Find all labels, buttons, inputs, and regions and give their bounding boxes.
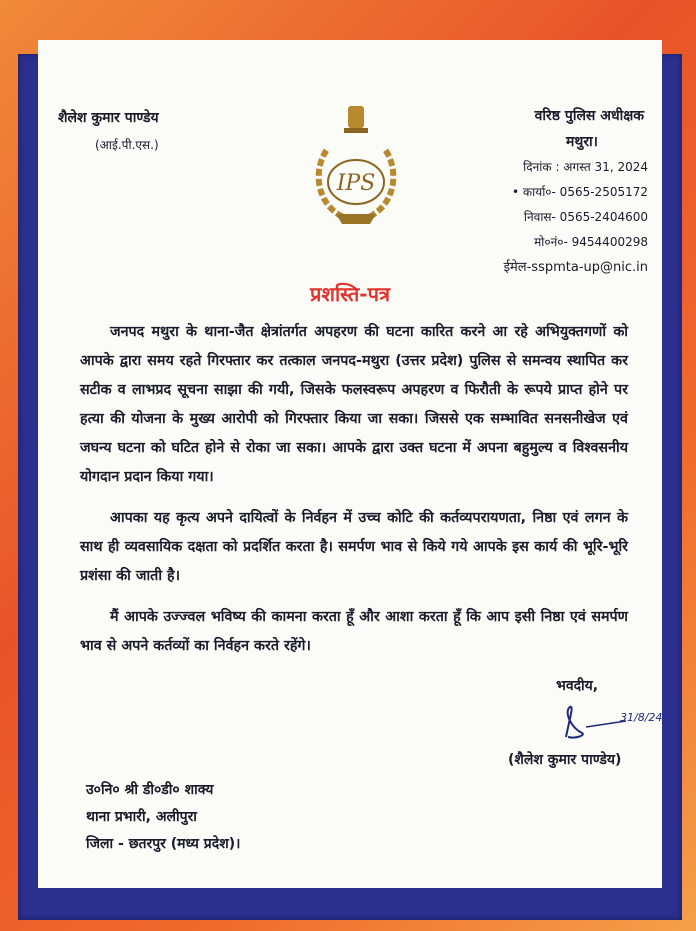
signatory-name: (शैलेश कुमार पाण्डेय) bbox=[508, 752, 622, 768]
certificate-title: प्रशस्ति-पत्र bbox=[309, 282, 391, 306]
residence-phone: निवास- 0565-2404600 bbox=[523, 210, 648, 224]
office-district: मथुरा। bbox=[566, 134, 598, 150]
recipient-block bbox=[86, 777, 662, 858]
signature-date: 31/8/24 bbox=[620, 711, 663, 724]
office-phone: • कार्या०- 0565-2505172 bbox=[512, 185, 648, 199]
letter-date: दिनांक : अगस्त 31, 2024 bbox=[523, 160, 648, 174]
svg-text:IPS: IPS bbox=[336, 171, 376, 196]
mobile-number: मो०नं०- 9454400298 bbox=[534, 235, 648, 249]
sender-name: शैलेश कुमार पाण्डेय bbox=[58, 110, 159, 126]
letter-body bbox=[38, 40, 662, 858]
body-paragraph-3: मैं आपके उज्ज्वल भविष्य की कामना करता हूँ और आशा करता हूँ कि आप इसी निष्ठा एवं समर्पण भाव से अपने कर्तव्यों का निर्वहन करते रहेंगे। bbox=[80, 609, 628, 654]
recipient-name: उ०नि० श्री डी०डी० शाक्य bbox=[86, 782, 214, 798]
body-paragraph-1: जनपद मथुरा के थाना-जैत क्षेत्रांतर्गत अपहरण की घटना कारित करने आ रहे अभियुक्तगणों को आपके द्वारा समय रहते गिरफ्तार कर तत्काल जनपद-मथुरा (उत्तर प्रदेश) पुलिस से समन्वय स्थापित कर सटीक व लाभप्रद सूचना साझा की गयी, जिसके फलस्वरूप अपहरण व फिरौती के रूपये प्राप्त होने पर हत्या की योजना के मुख्य आरोपी को गिरफ्तार किया जा सका। जिससे एक सम्भावित सनसनीखेज एवं जघन्य घटना को घटित होने से रोका जा सका। आपके द्वारा उक्त घटना में अपना बहुमुल्य व विश्वसनीय योगदान प्रदान किया गया। bbox=[80, 324, 628, 485]
certificate-paper bbox=[38, 40, 662, 888]
office-designation: वरिष्ठ पुलिस अधीक्षक bbox=[534, 108, 644, 124]
sender-service: (आई.पी.एस.) bbox=[95, 138, 159, 152]
email-address: ईमेल-sspmta-up@nic.in bbox=[503, 260, 648, 275]
closing-salutation: भवदीय, bbox=[556, 678, 599, 694]
recipient-district: जिला - छतरपुर (मध्य प्रदेश)। bbox=[86, 836, 241, 852]
recipient-post: थाना प्रभारी, अलीपुरा bbox=[86, 809, 197, 825]
body-paragraph-2: आपका यह कृत्य अपने दायित्वों के निर्वहन में उच्च कोटि की कर्तव्यपरायणता, निष्ठा एवं लगन के साथ ही व्यवसायिक दक्षता को प्रदर्शित करता है। समर्पण भाव से किये गये आपके इस कार्य की भूरि-भूरि प्रशंसा की जाती है। bbox=[80, 510, 628, 584]
signature-block bbox=[38, 675, 662, 771]
